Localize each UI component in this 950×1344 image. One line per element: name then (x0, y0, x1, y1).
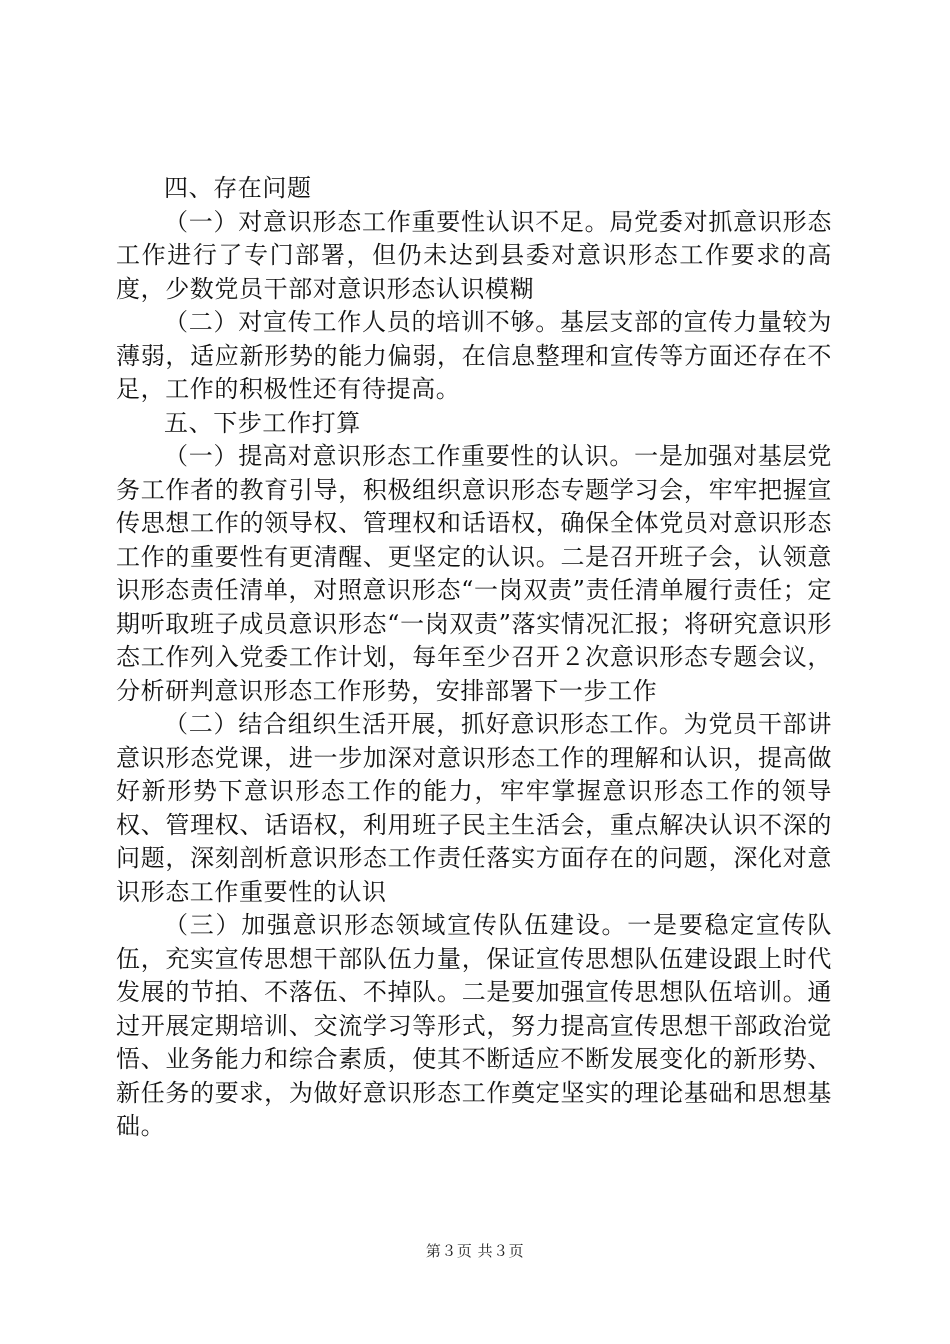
paragraph-plan-1: （一）提高对意识形态工作重要性的认识。一是加强对基层党务工作者的教育引导，积极组织意识形态专题学习会，牢牢把握宣传思想工作的领导权、管理权和话语权，确保全体党员对意识形态工作的重要性有更清醒、更坚定的认识。二是召开班子会，认领意识形态责任清单，对照意识形态“一岗双责”责任清单履行责任；定期听取班子成员意识形态“一岗双责”落实情况汇报；将研究意识形态工作列入党委工作计划，每年至少召开２次意识形态专题会议，分析研判意识形态工作形势，安排部署下一步工作 (116, 442, 832, 705)
paragraph-problem-2: （二）对宣传工作人员的培训不够。基层支部的宣传力量较为薄弱，适应新形势的能力偏弱，在信息整理和宣传等方面还存在不足，工作的积极性还有待提高。 (116, 308, 832, 403)
section-heading-problems: 四、存在问题 (164, 174, 312, 202)
paragraph-plan-2: （二）结合组织生活开展，抓好意识形态工作。为党员干部讲意识形态党课，进一步加深对意识形态工作的理解和认识，提高做好新形势下意识形态工作的能力，牢牢掌握意识形态工作的领导权、管理权、话语权，利用班子民主生活会，重点解决认识不深的问题，深刻剖析意识形态工作责任落实方面存在的问题，深化对意识形态工作重要性的认识 (116, 710, 832, 906)
paragraph-plan-3: （三）加强意识形态领域宣传队伍建设。一是要稳定宣传队伍，充实宣传思想干部队伍力量，保证宣传思想队伍建设跟上时代发展的节拍、不落伍、不掉队。二是要加强宣传思想队伍培训。通过开展定期培训、交流学习等形式，努力提高宣传思想干部政治觉悟、业务能力和综合素质，使其不断适应不断发展变化的新形势、新任务的要求，为做好意识形态工作奠定坚实的理论基础和思想基础。 (116, 911, 832, 1140)
document-body (116, 172, 832, 1144)
paragraph-problem-1: （一）对意识形态工作重要性认识不足。局党委对抓意识形态工作进行了专门部署，但仍未达到县委对意识形态工作要求的高度，少数党员干部对意识形态认识模糊 (116, 207, 832, 303)
section-heading-next-steps: 五、下步工作打算 (164, 408, 361, 437)
page-number-footer: 第３页 共３页 (425, 1242, 525, 1260)
